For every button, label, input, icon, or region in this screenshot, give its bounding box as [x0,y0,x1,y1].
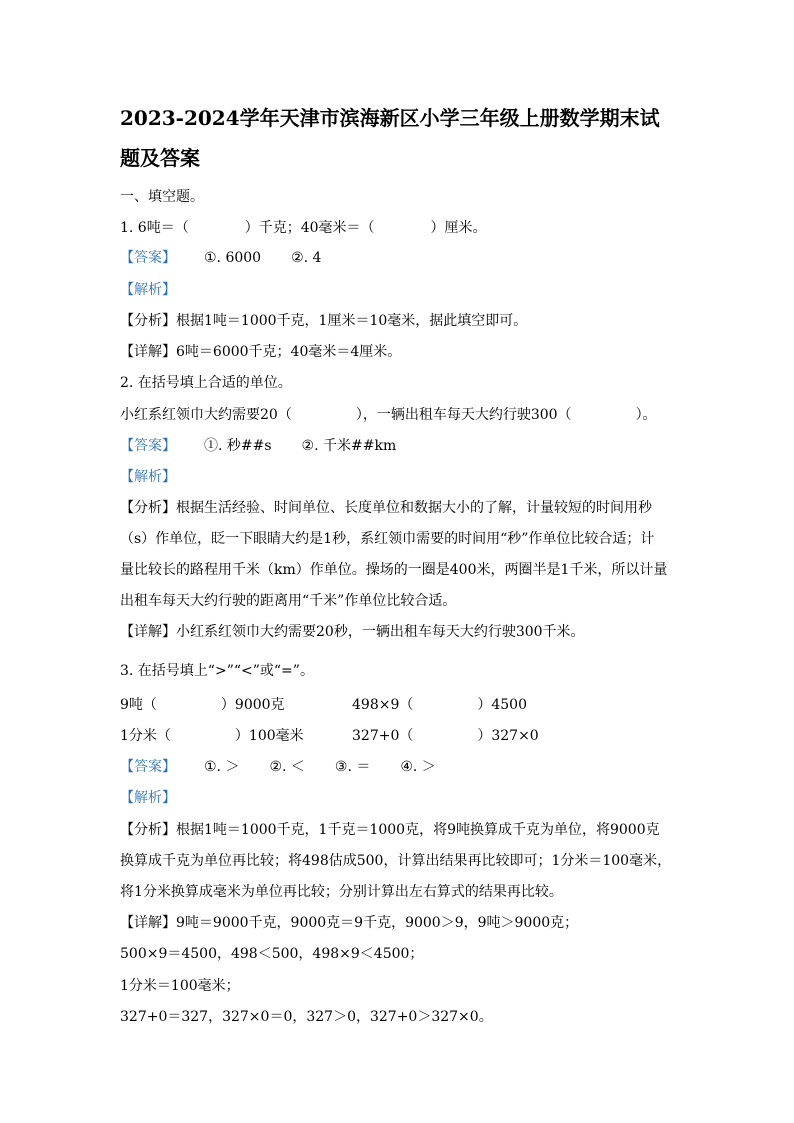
q3-answer-4: ④. ＞ [400,759,436,775]
doc-title-line1: 2023-2024学年天津市滨海新区小学三年级上册数学期末试 [120,106,660,130]
q3-fenxi-text-1: 根据1吨＝1000千克，1千克＝1000克，将9吨换算成千克为单位，将9000克 [176,822,660,838]
q2-fenxi-tag: 【分析】 [120,500,176,516]
q2-answer-1: ①. 秒##s [204,438,272,454]
q3-r1-right [352,695,527,715]
q2-stem: 2. 在括号填上合适的单位。 [120,375,292,391]
q3-fenxi-l2: 换算成千克为单位再比较；将498估成500，计算出结果再比较即可；1分米＝100毫米， [120,853,672,869]
q3-r2-right [352,726,539,746]
q2-fenxi-l1 [120,498,652,518]
q3-answer-2: ②. ＜ [269,759,305,775]
q2-fenxi-l4: 出租车每天大约行驶的距离用“千米”作单位比较合适。 [120,593,457,609]
q1-xiangjie-text: 6吨＝6000千克；40毫米＝4厘米。 [176,344,402,360]
q3-answer-1: ①. ＞ [204,759,240,775]
q2-answer [120,436,396,456]
q3-r2-b: ）100毫米 [234,728,304,744]
q3-row-1 [120,695,540,715]
q2-answer-tag: 【答案】 [120,438,176,454]
q3-xiangjie-text-1: 9吨＝9000千克，9000克＝9千克，9000＞9，9吨＞9000克； [176,915,579,931]
q3-r1-d: ）4500 [477,697,527,713]
q2-sub-c: ）。 [635,407,657,423]
q2-fenxi-l2: （s）作单位，眨一下眼睛大约是1秒，系红领巾需要的时间用“秒”作单位比较合适；计 [120,531,655,547]
q3-fenxi-tag: 【分析】 [120,822,176,838]
q3-stem: 3. 在括号填上“>”“<”或“=”。 [120,663,314,679]
q2-xiangjie-tag: 【详解】 [120,624,176,640]
q3-r2-a: 1分米（ [120,728,171,744]
q3-xiangjie-l3: 1分米＝100毫米； [120,978,240,994]
q1-answer-2: ②. 4 [291,250,322,266]
q1-fenxi-tag: 【分析】 [120,313,176,329]
q1-answer-tag: 【答案】 [120,250,176,266]
q2-fenxi-text-1: 根据生活经验、时间单位、长度单位和数据大小的了解，计量较短的时间用秒 [176,500,652,516]
section-heading: 一、填空题。 [120,189,204,205]
q2-sub-a: 小红系红领巾大约需要20（ [120,407,292,423]
q3-row-2 [120,726,540,746]
q1-analysis-tag: 【解析】 [120,282,176,298]
q2-sub-b: ），一辆出租车每天大约行驶300（ [355,407,572,423]
q2-xiangjie [120,622,585,642]
q3-r1-a: 9吨（ [120,697,157,713]
q3-xiangjie-l1 [120,913,578,933]
q1-stem-a: 1. 6吨＝（ [120,220,189,236]
q3-fenxi-l3: 将1分米换算成毫米为单位再比较；分别计算出左右算式的结果再比较。 [120,884,563,900]
q3-fenxi-l1 [120,820,660,840]
q1-fenxi-text: 根据1吨＝1000千克，1厘米＝10毫米，据此填空即可。 [176,313,528,329]
q3-analysis-tag: 【解析】 [120,790,176,806]
q2-analysis-tag: 【解析】 [120,469,176,485]
q3-xiangjie-tag: 【详解】 [120,915,176,931]
q1-stem [120,218,487,238]
q1-answer-1: ①. 6000 [204,250,262,266]
q1-stem-c: ）厘米。 [430,220,487,236]
q2-xiangjie-text: 小红系红领巾大约需要20秒，一辆出租车每天大约行驶300千米。 [176,624,585,640]
q1-fenxi [120,311,527,331]
q2-sub [120,405,657,425]
q1-stem-b: ）千克；40毫米＝（ [244,220,375,236]
q3-answer [120,757,436,777]
q3-r2-c: 327+0（ [352,728,414,744]
q2-answer-2: ②. 千米##km [301,438,397,454]
q3-r1-b: ）9000克 [220,697,285,713]
q1-xiangjie-tag: 【详解】 [120,344,176,360]
doc-title-line2: 题及答案 [120,146,200,170]
q3-answer-tag: 【答案】 [120,759,176,775]
q3-xiangjie-l2: 500×9＝4500，498＜500，498×9＜4500； [120,946,424,962]
q3-r1-c: 498×9（ [352,697,414,713]
q3-r2-d: ）327×0 [477,728,539,744]
q1-xiangjie [120,342,401,362]
q1-answer [120,248,321,268]
q3-answer-3: ③. ＝ [334,759,371,775]
q2-fenxi-l3: 量比较长的路程用千米（km）作单位。操场的一圈是400米，两圈半是1千米，所以计量 [120,562,668,578]
q3-xiangjie-l4: 327+0＝327，327×0＝0，327＞0，327+0＞327×0。 [120,1009,493,1025]
